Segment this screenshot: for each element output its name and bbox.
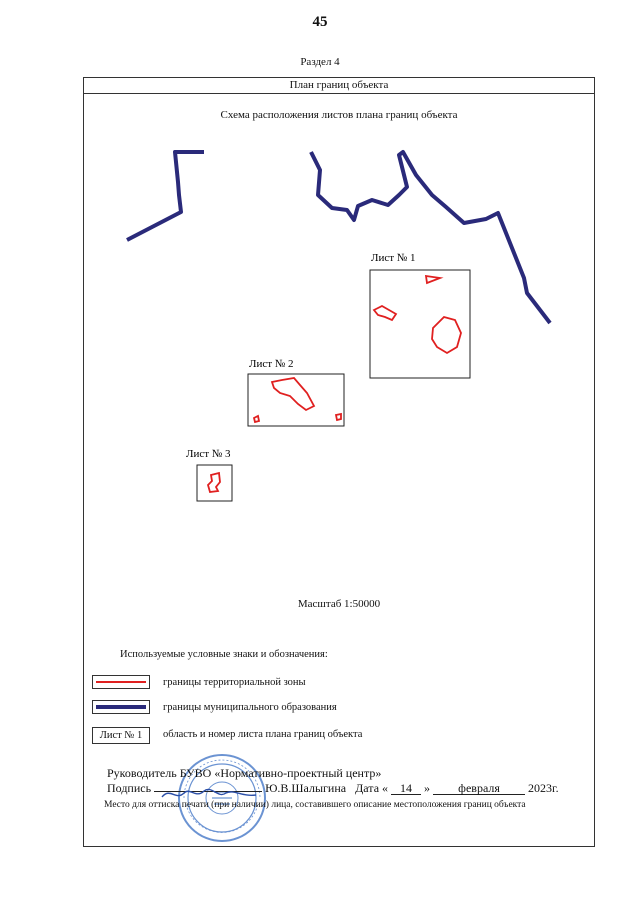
legend-label-zone: границы территориальной зоны	[163, 677, 306, 688]
frame-title: План границ объекта	[83, 77, 595, 94]
legend-title: Используемые условные знаки и обозначения:	[120, 649, 328, 660]
legend-swatch-zone	[92, 675, 150, 689]
signatory-heading: Руководитель БУВО «Нормативно-проектный центр»	[107, 766, 382, 780]
stamp-note: Место для оттиска печати (при наличии) лица, составившего описание местоположения границ объекта	[104, 800, 526, 810]
zone-polygon	[272, 378, 314, 410]
legend-swatch-sheet: Лист № 1	[92, 727, 150, 744]
zone-polygon	[208, 473, 220, 492]
sheet-2-frame	[248, 374, 344, 426]
date-label: Дата «	[355, 781, 389, 795]
zone-polygon	[254, 416, 259, 422]
date-day-close: »	[424, 781, 431, 795]
date-month: февраля	[433, 782, 525, 795]
zone-polygon	[432, 317, 461, 353]
legend-label-sheet: область и номер листа плана границ объекта	[163, 729, 363, 740]
handwritten-signature	[160, 787, 260, 801]
signatory-name: Ю.В.Шалыгина	[265, 781, 347, 795]
legend-label-municipal: границы муниципального образования	[163, 702, 337, 713]
legend-swatch-municipal	[92, 700, 150, 714]
municipal-boundary-west	[127, 152, 204, 240]
signature-label: Подпись	[107, 781, 152, 795]
sheet-2-label: Лист № 2	[249, 358, 294, 370]
sheet-3-label: Лист № 3	[186, 448, 231, 460]
section-title: Раздел 4	[300, 56, 340, 68]
scheme-title: Схема расположения листов плана границ объекта	[220, 109, 458, 121]
date-year: 2023г.	[528, 781, 559, 795]
sheet-3-frame	[197, 465, 232, 501]
map-scale: Масштаб 1:50000	[297, 598, 381, 610]
date-day: 14	[391, 782, 421, 795]
municipal-boundary-east	[311, 152, 550, 323]
signature-line	[107, 781, 559, 796]
zone-polygon	[374, 306, 396, 320]
signature-field	[154, 791, 262, 792]
zone-polygon	[336, 414, 341, 420]
page-number: 45	[312, 14, 328, 30]
sheet-1-frame	[370, 270, 470, 378]
sheet-1-label: Лист № 1	[371, 252, 416, 264]
zone-polygon	[426, 276, 440, 283]
